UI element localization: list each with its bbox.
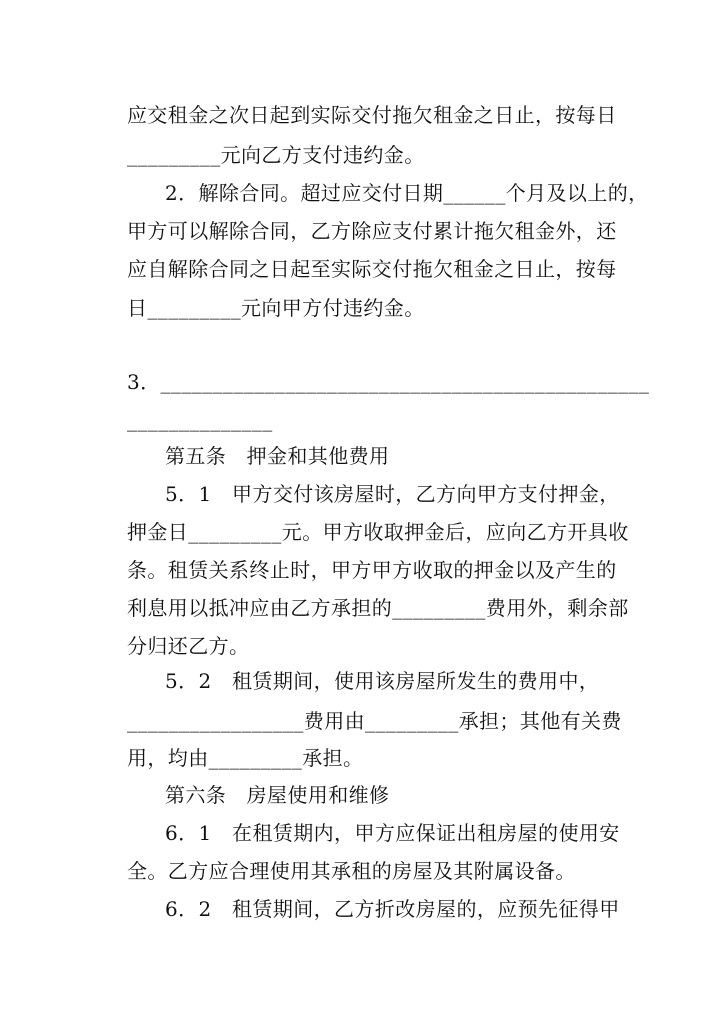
text-line: 甲方可以解除合同，乙方除应支付累计拖欠租金外，还 <box>127 219 617 243</box>
text-line: _________元向乙方支付违约金。 <box>127 143 425 167</box>
text-line: 全。乙方应合理使用其承租的房屋及其附属设备。 <box>127 859 576 883</box>
text-line: ______________ <box>127 408 273 432</box>
text-line: _________________费用由_________承担；其他有关费 <box>127 709 622 733</box>
section-heading: 第五条 押金和其他费用 <box>165 444 390 468</box>
section-heading: 第六条 房屋使用和维修 <box>165 783 390 807</box>
text-line: 5．1 甲方交付该房屋时，乙方向甲方支付押金， <box>165 482 620 506</box>
text-line: 分归还乙方。 <box>127 634 250 658</box>
text-line: 押金日_________元。甲方收取押金后，应向乙方开具收 <box>127 520 629 544</box>
text-line: 6．1 在租赁期内，甲方应保证出租房屋的使用安 <box>165 821 620 845</box>
text-line: 利息用以抵冲应由乙方承担的_________费用外，剩余部 <box>127 596 629 620</box>
text-line: 应自解除合同之日起至实际交付拖欠租金之日止，按每 <box>127 257 617 281</box>
text-line: 2．解除合同。超过应交付日期______个月及以上的， <box>165 181 649 205</box>
text-line: 条。租赁关系终止时，甲方甲方收取的押金以及产生的 <box>127 558 617 582</box>
text-line: 3．_______________________________________________ <box>127 370 650 394</box>
text-line: 用，均由_________承担。 <box>127 746 364 770</box>
text-line: 日_________元向甲方付违约金。 <box>127 296 425 320</box>
text-line: 应交租金之次日起到实际交付拖欠租金之日止，按每日 <box>127 103 617 127</box>
text-line: 5．2 租赁期间，使用该房屋所发生的费用中， <box>165 669 600 693</box>
text-line: 6．2 租赁期间，乙方折改房屋的，应预先征得甲 <box>165 897 620 921</box>
